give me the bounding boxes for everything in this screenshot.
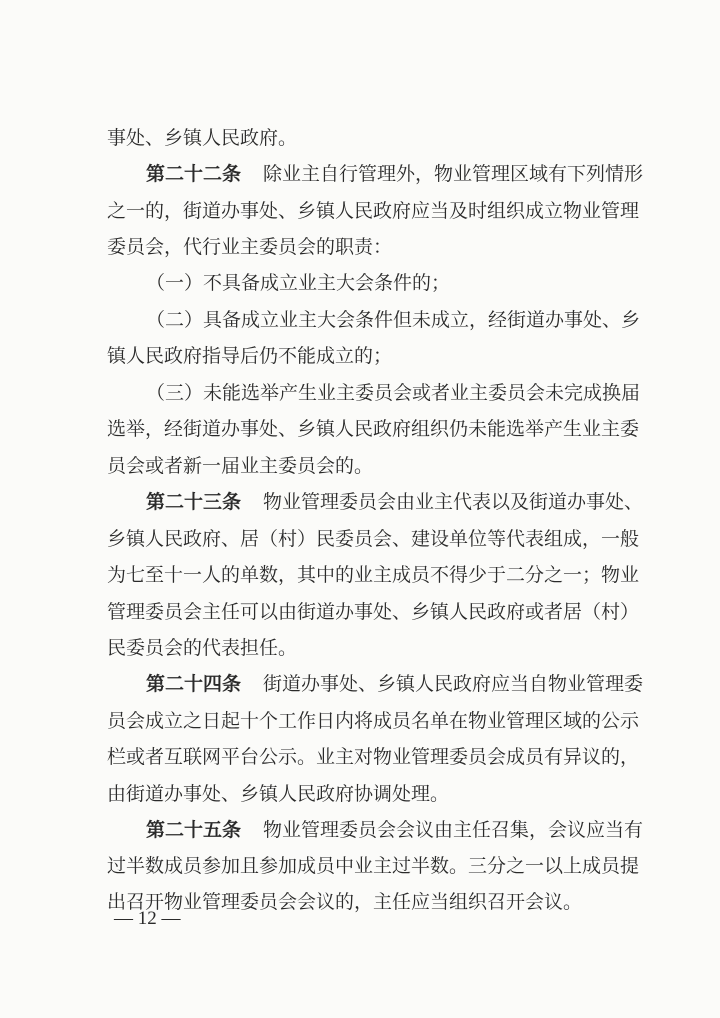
article-23-line-5	[107, 632, 639, 664]
text-line: 镇人民政府指导后仍不能成立的；	[107, 345, 393, 367]
text-line: 选举，经街道办事处、乡镇人民政府组织仍未能选举产生业主委	[107, 418, 640, 440]
text-line: 事处、乡镇人民政府。	[107, 127, 298, 149]
item-2-line-1	[146, 304, 639, 336]
text-line: 之一的，街道办事处、乡镇人民政府应当及时组织成立物业管理	[107, 200, 640, 222]
text-line: 物业管理委员会会议由主任召集，会议应当有	[263, 819, 644, 841]
article-22-title: 第二十二条	[146, 163, 242, 185]
text-line: 民委员会的代表担任。	[107, 637, 298, 659]
item-3-line-2	[107, 413, 639, 445]
article-22-line-2	[107, 195, 639, 227]
item-3-line-1	[146, 377, 639, 409]
article-25-line-3	[107, 886, 639, 918]
article-25-line-1	[146, 814, 644, 846]
text-line: 委员会，代行业主委员会的职责：	[107, 236, 393, 258]
article-24-title: 第二十四条	[146, 673, 242, 695]
text-line: 由街道办事处、乡镇人民政府协调处理。	[107, 783, 450, 805]
article-22-line-1	[146, 158, 644, 190]
article-23-line-4	[107, 596, 639, 628]
text-line: 员会成立之日起十个工作日内将成员名单在物业管理区域的公示	[107, 710, 640, 732]
article-24-line-1	[146, 668, 644, 700]
item-2-line-2	[107, 340, 639, 372]
article-23-line-1	[146, 486, 644, 518]
item-1-line-1	[146, 267, 639, 299]
text-line: （一）不具备成立业主大会条件的；	[146, 272, 451, 294]
article-23-line-2	[107, 523, 639, 555]
text-line: 除业主自行管理外，物业管理区域有下列情形	[263, 163, 644, 185]
text-line: （三）未能选举产生业主委员会或者业主委员会未完成换届	[146, 382, 641, 404]
text-line: 乡镇人民政府、居（村）民委员会、建设单位等代表组成，一般	[107, 528, 640, 550]
text-line: 员会或者新一届业主委员会的。	[107, 455, 374, 477]
paragraph-continuation	[107, 122, 639, 154]
article-25-title: 第二十五条	[146, 819, 242, 841]
text-line: 为七至十一人的单数，其中的业主成员不得少于二分之一；物业	[107, 564, 640, 586]
article-25-line-2	[107, 850, 639, 882]
text-line: 街道办事处、乡镇人民政府应当自物业管理委	[263, 673, 644, 695]
article-24-line-3	[107, 741, 639, 773]
text-line: （二）具备成立业主大会条件但未成立，经街道办事处、乡	[146, 309, 641, 331]
text-line: 管理委员会主任可以由街道办事处、乡镇人民政府或者居（村）	[107, 601, 640, 623]
item-3-line-3	[107, 450, 639, 482]
article-24-line-2	[107, 705, 639, 737]
article-24-line-4	[107, 778, 639, 810]
article-23-title: 第二十三条	[146, 491, 242, 513]
text-line: 栏或者互联网平台公示。业主对物业管理委员会成员有异议的，	[107, 746, 640, 768]
page-number: — 12 —	[114, 908, 181, 929]
text-line: 物业管理委员会由业主代表以及街道办事处、	[263, 491, 644, 513]
article-22-line-3	[107, 231, 639, 263]
text-line: 过半数成员参加且参加成员中业主过半数。三分之一以上成员提	[107, 855, 640, 877]
article-23-line-3	[107, 559, 639, 591]
text-line: 出召开物业管理委员会会议的，主任应当组织召开会议。	[107, 891, 583, 913]
